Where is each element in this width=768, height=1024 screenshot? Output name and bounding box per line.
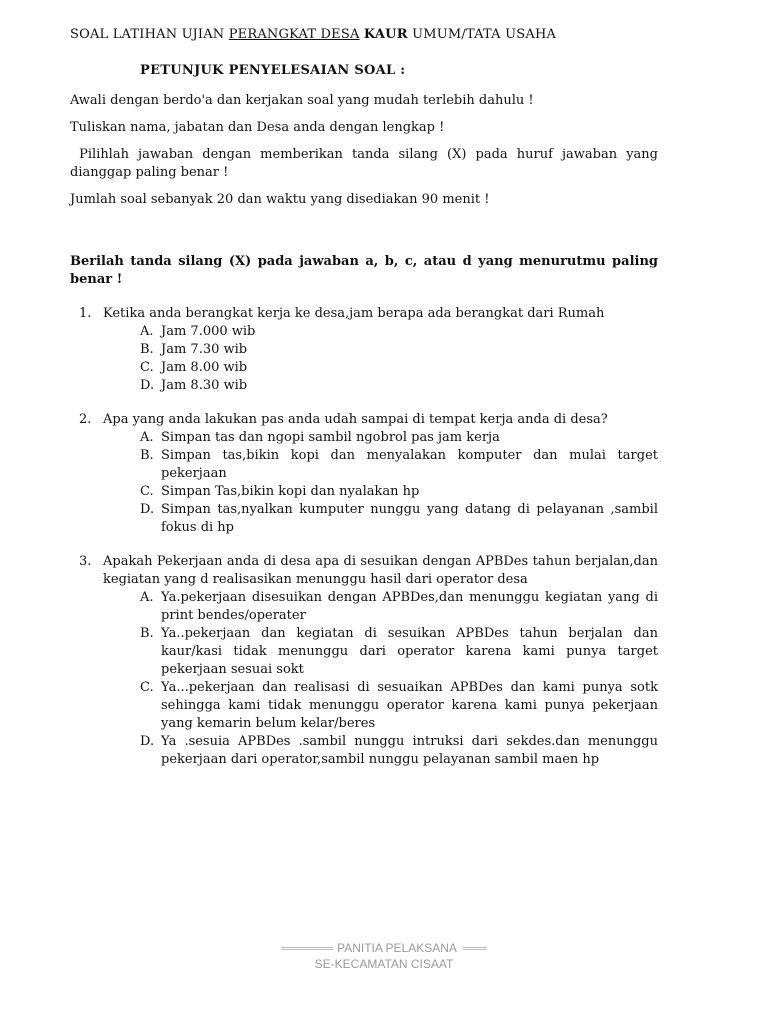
option-letter: C. (140, 360, 154, 375)
title-part-4: UMUM/TATA USAHA (407, 27, 557, 42)
title-part-1: SOAL LATIHAN UJIAN (70, 27, 229, 42)
option-letter: B. (140, 342, 154, 357)
option-item (140, 377, 658, 395)
document-page (70, 26, 663, 785)
option-letter: D. (140, 734, 155, 749)
option-letter: D. (140, 378, 155, 393)
option-text: Ya.pekerjaan disesuikan dengan APBDes,dan menunggu kegiatan yang di print bendes/operater (161, 590, 658, 623)
instructions-heading: PETUNJUK PENYELESAIAN SOAL : (140, 63, 406, 78)
option-item (140, 323, 658, 341)
option-letter: D. (140, 502, 155, 517)
option-text: Ya .sesuia APBDes .sambil nunggu intruksi dari sekdes.dan menunggu pekerjaan dari operator,sambil nunggu pelayanan sambil maen hp (161, 734, 658, 767)
title-part-2: PERANGKAT DESA (228, 27, 360, 42)
option-item (140, 501, 658, 537)
option-text: Simpan Tas,bikin kopi dan nyalakan hp (161, 484, 420, 499)
option-text: Ya...pekerjaan dan realisasi di sesuaikan APBDes dan kami punya sotk sehingga kami tidak menunggu operator karena kami punya pekerjaan yang kemarin belum kelar/beres (161, 680, 658, 731)
footer-rule-left (281, 947, 333, 950)
option-item (140, 341, 658, 359)
question-text: Apa yang anda lakukan pas anda udah sampai di tempat kerja anda di desa? (103, 412, 608, 427)
option-text: Ya..pekerjaan dan kegiatan di sesuikan APBDes tahun berjalan dan kaur/kasi tidak menunggu dari operator karena kami punya target pekerjaan sesuai sokt (161, 626, 658, 677)
option-item (140, 625, 658, 679)
option-list (103, 589, 658, 769)
option-item (140, 589, 658, 625)
option-text: Simpan tas,nyalkan kumputer nunggu yang datang di pelayanan ,sambil fokus di hp (161, 502, 658, 535)
answer-instruction: Berilah tanda silang (X) pada jawaban a, b, c, atau d yang menurutmu paling benar ! (70, 254, 658, 287)
question-3 (70, 553, 658, 769)
question-2 (70, 411, 658, 537)
question-list (70, 305, 658, 769)
question-text: Apakah Pekerjaan anda di desa apa di sesuikan dengan APBDes tahun berjalan,dan kegiatan yang d realisasikan menunggu hasil dari operator desa (103, 554, 658, 587)
document-title (70, 26, 658, 44)
question-1 (70, 305, 658, 395)
option-text: Jam 7.000 wib (161, 324, 256, 339)
title-part-3: KAUR (363, 27, 408, 42)
option-list (103, 323, 658, 395)
footer-rule-right (463, 947, 487, 950)
question-number: 3. (79, 554, 92, 569)
option-text: Simpan tas dan ngopi sambil ngobrol pas jam kerja (161, 430, 500, 445)
option-text: Jam 8.30 wib (161, 378, 248, 393)
instruction-item: Pilihlah jawaban dengan memberikan tanda silang (X) pada huruf jawaban yang dianggap paling benar ! (70, 147, 663, 180)
instruction-item: Awali dengan berdo'a dan kerjakan soal yang mudah terlebih dahulu ! (70, 93, 534, 108)
instruction-item: Jumlah soal sebanyak 20 dan waktu yang disediakan 90 menit ! (70, 192, 490, 207)
option-letter: A. (140, 590, 154, 605)
option-text: Jam 8.00 wib (161, 360, 248, 375)
option-list (103, 429, 658, 537)
option-letter: C. (140, 484, 154, 499)
question-number: 1. (79, 306, 92, 321)
option-item (140, 483, 658, 501)
instruction-item: Tuliskan nama, jabatan dan Desa anda dengan lengkap ! (70, 120, 445, 135)
option-letter: A. (140, 324, 154, 339)
option-item (140, 679, 658, 733)
option-text: Jam 7.30 wib (161, 342, 248, 357)
option-letter: C. (140, 680, 154, 695)
option-item (140, 429, 658, 447)
footer-line-1 (0, 940, 768, 956)
footer-district: SE-KECAMATAN CISAAT (314, 957, 454, 971)
option-letter: B. (140, 626, 154, 641)
question-text: Ketika anda berangkat kerja ke desa,jam berapa ada berangkat dari Rumah (103, 306, 605, 321)
footer-committee: PANITIA PELAKSANA (337, 941, 457, 955)
option-letter: A. (140, 430, 154, 445)
option-letter: B. (140, 448, 154, 463)
option-text: Simpan tas,bikin kopi dan menyalakan komputer dan mulai target pekerjaan (161, 448, 658, 481)
question-number: 2. (79, 412, 92, 427)
option-item (140, 733, 658, 769)
option-item (140, 447, 658, 483)
option-item (140, 359, 658, 377)
page-footer (0, 940, 768, 972)
